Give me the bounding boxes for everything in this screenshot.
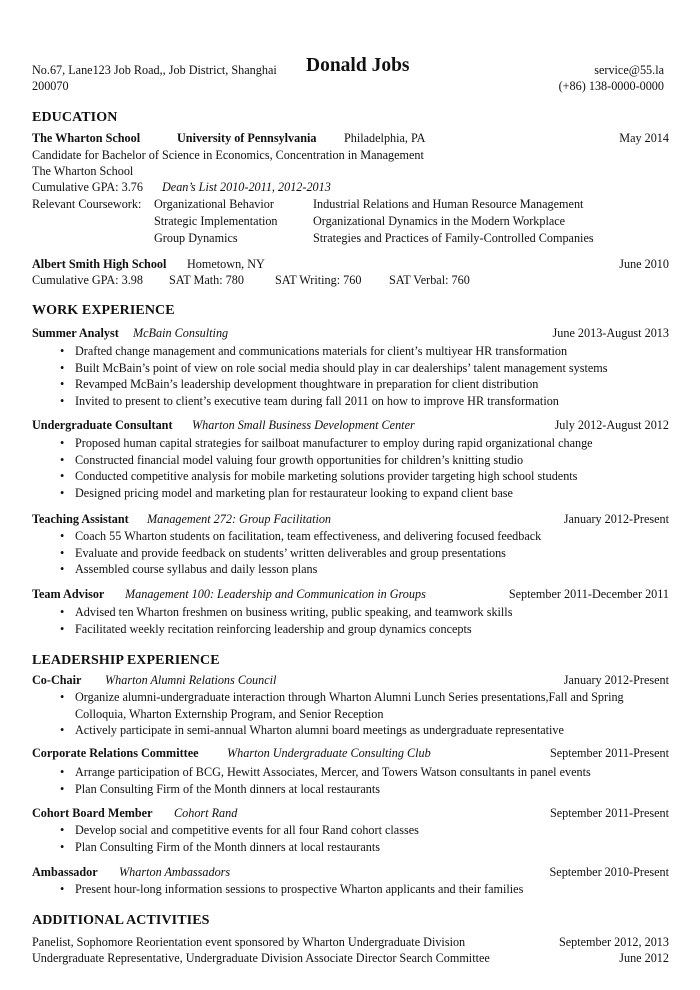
bullet-item: • Advised ten Wharton freshmen on business writing, public speaking, and teamwork skills [60, 605, 513, 619]
coursework-item: Organizational Behavior [154, 197, 274, 211]
role-title: Co-Chair [32, 673, 82, 687]
address-line-1: No.67, Lane123 Job Road,, Job District, Shanghai [32, 63, 277, 77]
coursework-item: Strategies and Practices of Family-Controlled Companies [313, 231, 594, 245]
job-org: Management 272: Group Facilitation [147, 512, 332, 526]
wharton-school-line: The Wharton School [32, 164, 134, 178]
job-org: Wharton Small Business Development Center [192, 418, 415, 432]
candidate-name: Donald Jobs [306, 55, 410, 76]
job-title: Summer Analyst [32, 326, 119, 340]
role-bullets [47, 764, 591, 797]
activity-text: Undergraduate Representative, Undergraduate Division Associate Director Search Committee [32, 951, 490, 965]
high-school-location: Hometown, NY [187, 257, 265, 271]
job-date: June 2013-August 2013 [552, 326, 669, 340]
job-title: Teaching Assistant [32, 512, 129, 526]
coursework-item: Group Dynamics [154, 231, 238, 245]
job-date: July 2012-August 2012 [554, 418, 669, 432]
job-bullets [47, 435, 593, 501]
job-bullets [47, 528, 541, 578]
job-title: Undergraduate Consultant [32, 418, 173, 432]
bullet-item: • Drafted change management and communications materials for client’s multiyear HR transformation [60, 344, 568, 358]
coursework-item: Organizational Dynamics in the Modern Workplace [313, 214, 566, 228]
bullet-item: • Develop social and competitive events for all four Rand cohort classes [60, 823, 419, 837]
bullet-item: • Evaluate and provide feedback on students’ written deliverables and group presentations [60, 545, 506, 560]
role-org: Cohort Rand [174, 806, 238, 820]
bullet-item: • Plan Consulting Firm of the Month dinners at local restaurants [60, 839, 380, 854]
email: service@55.la [594, 63, 664, 77]
sat-math: SAT Math: 780 [169, 273, 244, 287]
bullet-item: • Invited to present to client’s executive team during fall 2011 on how to improve HR transformation [60, 393, 559, 408]
role-title: Cohort Board Member [32, 806, 153, 820]
address-line-2: 200070 [32, 79, 69, 93]
bullet-item: • Arrange participation of BCG, Hewitt Associates, Mercer, and Towers Watson consultants in panel events [60, 765, 591, 779]
wharton-degree: Candidate for Bachelor of Science in Economics, Concentration in Management [32, 148, 424, 162]
role-title: Ambassador [32, 865, 98, 879]
bullet-item: • Built McBain’s point of view on role social media should play in car dealerships’ talent management systems [60, 360, 608, 375]
leadership-heading: LEADERSHIP EXPERIENCE [32, 653, 220, 668]
bullet-item: • Revamped McBain’s leadership development thoughtware in preparation for client distribution [60, 377, 539, 391]
deans-list: Dean’s List 2010-2011, 2012-2013 [162, 180, 331, 194]
job-title: Team Advisor [32, 587, 105, 601]
bullet-item: • Conducted competitive analysis for mobile marketing solutions provider targeting high school students [60, 469, 578, 483]
role-bullets [47, 822, 419, 855]
high-school-gpa: Cumulative GPA: 3.98 [32, 273, 143, 287]
sat-writing: SAT Writing: 760 [275, 273, 362, 287]
job-date: September 2011-December 2011 [508, 587, 669, 601]
role-date: January 2012-Present [563, 673, 669, 687]
wharton-school: The Wharton School [32, 131, 141, 145]
high-school-name: Albert Smith High School [32, 257, 167, 271]
bullet-item: • Proposed human capital strategies for sailboat manufacturer to employ during rapid organizational change [60, 436, 593, 450]
wharton-date: May 2014 [619, 131, 669, 145]
job-date: January 2012-Present [563, 512, 669, 526]
high-school-date: June 2010 [619, 257, 669, 271]
job-org: Management 100: Leadership and Communication in Groups [125, 587, 426, 601]
role-org: Wharton Ambassadors [119, 865, 231, 879]
role-date: September 2010-Present [549, 865, 669, 879]
role-org: Wharton Undergraduate Consulting Club [227, 746, 431, 760]
bullet-item: • Organize alumni-undergraduate interaction through Wharton Alumni Lunch Series presentations,Fall and Spring Colloquia, Wharton Externship Program, and Senior Reception [60, 690, 624, 721]
bullet-item: • Facilitated weekly recitation reinforcing leadership and group dynamics concepts [60, 621, 472, 636]
bullet-item: • Designed pricing model and marketing plan for restaurateur looking to expand client base [60, 485, 513, 500]
wharton-location: Philadelphia, PA [344, 131, 426, 145]
wharton-university: University of Pennsylvania [177, 131, 317, 145]
activity-date: September 2012, 2013 [558, 935, 669, 949]
coursework-item: Strategic Implementation [154, 214, 278, 228]
job-org: McBain Consulting [133, 326, 229, 340]
role-date: September 2011-Present [549, 806, 669, 820]
sat-verbal: SAT Verbal: 760 [389, 273, 470, 287]
education-heading: EDUCATION [32, 110, 118, 125]
activities-heading: ADDITIONAL ACTIVITIES [32, 913, 210, 928]
job-bullets [47, 343, 608, 409]
bullet-item: • Assembled course syllabus and daily lesson plans [60, 562, 318, 576]
bullet-item: • Constructed financial model valuing four growth opportunities for children’s knitting studio [60, 452, 524, 467]
bullet-item: • Plan Consulting Firm of the Month dinners at local restaurants [60, 781, 380, 796]
activity-date: June 2012 [619, 951, 669, 965]
wharton-gpa: Cumulative GPA: 3.76 [32, 180, 143, 194]
work-heading: WORK EXPERIENCE [32, 303, 175, 318]
activity-text: Panelist, Sophomore Reorientation event sponsored by Wharton Undergraduate Division [32, 935, 466, 949]
role-org: Wharton Alumni Relations Council [105, 673, 277, 687]
bullet-item: • Actively participate in semi-annual Wharton alumni board meetings as undergraduate representative [60, 723, 564, 737]
role-bullets [47, 881, 523, 898]
role-title: Corporate Relations Committee [32, 746, 199, 760]
phone: (+86) 138-0000-0000 [558, 79, 664, 93]
coursework-item: Industrial Relations and Human Resource Management [313, 197, 584, 211]
job-bullets [47, 604, 512, 637]
role-bullets [47, 689, 660, 739]
bullet-item: • Present hour-long information sessions to prospective Wharton applicants and their families [60, 882, 524, 896]
role-date: September 2011-Present [549, 746, 669, 760]
coursework-label: Relevant Coursework: [32, 197, 142, 211]
bullet-item: • Coach 55 Wharton students on facilitation, team effectiveness, and delivering focused feedback [60, 529, 542, 543]
